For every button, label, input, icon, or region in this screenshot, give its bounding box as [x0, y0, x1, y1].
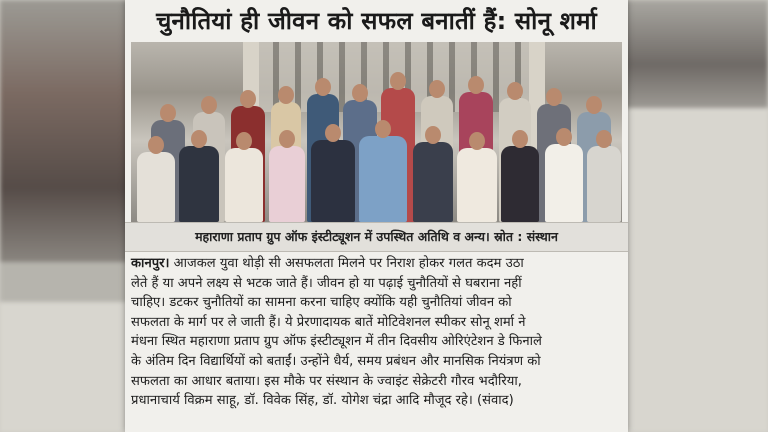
article-line — [131, 254, 623, 274]
person-head — [236, 132, 252, 150]
person — [501, 146, 539, 222]
background-photo-left — [0, 0, 130, 268]
person-head — [425, 126, 441, 144]
person-head — [390, 72, 406, 90]
person-head — [429, 80, 445, 98]
article-line: मंधना स्थित महाराणा प्रताप ग्रुप ऑफ इंस्टीट्यूशन में तीन दिवसीय ओरिएंटेशन डे फिनाले — [131, 334, 542, 350]
person-head — [201, 96, 217, 114]
article-body — [131, 254, 623, 411]
newspaper-clipping — [125, 0, 628, 432]
article-line: सफलता का आधार बताया। इस मौके पर संस्थान के ज्वाइंट सेक्रेटरी गौरव भदौरिया, — [131, 373, 522, 389]
person-head — [240, 90, 256, 108]
person-head — [279, 130, 295, 148]
group-photo — [131, 42, 622, 222]
person — [457, 148, 497, 222]
person-head — [546, 88, 562, 106]
article-line-text: आजकल युवा थोड़ी सी असफलता मिलने पर निराश होकर गलत कदम उठा — [169, 256, 524, 271]
person-head — [148, 136, 164, 154]
person-head — [512, 130, 528, 148]
background-photo-right — [610, 0, 768, 108]
person-head — [160, 104, 176, 122]
person-head — [278, 86, 294, 104]
article-line: सफलता के मार्ग पर ले जाती हैं। ये प्रेरणादायक बातें मोटिवेशनल स्पीकर सोनू शर्मा ने — [131, 314, 526, 330]
person-head — [315, 78, 331, 96]
person — [225, 148, 263, 222]
person-head — [191, 130, 207, 148]
person — [269, 146, 305, 222]
person — [545, 144, 583, 222]
person-head — [507, 82, 523, 100]
person-head — [586, 96, 602, 114]
person-head — [352, 84, 368, 102]
person-head — [469, 132, 485, 150]
article-line: के अंतिम दिन विद्यार्थियों को बताईं। उन्होंने धैर्य, समय प्रबंधन और मानसिक नियंत्रण को — [131, 353, 541, 369]
person — [413, 142, 453, 222]
person-head — [375, 120, 391, 138]
article-line: लेते हैं या अपने लक्ष्य से भटक जाते हैं। जीवन हो या पढ़ाई चुनौतियों से घबराना नहीं — [131, 275, 522, 291]
photo-caption: महाराणा प्रताप ग्रुप ऑफ इंस्टीट्यूशन में उपस्थित अतिथि व अन्य। स्रोत : संस्थान — [125, 222, 628, 252]
person — [137, 152, 175, 222]
person-head — [596, 130, 612, 148]
person — [359, 136, 407, 222]
person-head — [556, 128, 572, 146]
dateline: कानपुर। — [131, 256, 170, 271]
person — [179, 146, 219, 222]
person-head — [325, 124, 341, 142]
article-line: प्रधानाचार्य विक्रम साहू, डॉ. विवेक सिंह, डॉ. योगेश चंद्रा आदि मौजूद रहे। (संवाद) — [131, 393, 514, 409]
person — [311, 140, 355, 222]
person — [587, 146, 621, 222]
person-head — [468, 76, 484, 94]
article-line: चाहिए। डटकर चुनौतियों का सामना करना चाहिए क्योंकि यही चुनौतियां जीवन को — [131, 295, 512, 311]
article-headline: चुनौतियां ही जीवन को सफल बनातीं हैं: सोनू शर्मा — [156, 7, 597, 35]
background-caption-band — [0, 262, 140, 302]
